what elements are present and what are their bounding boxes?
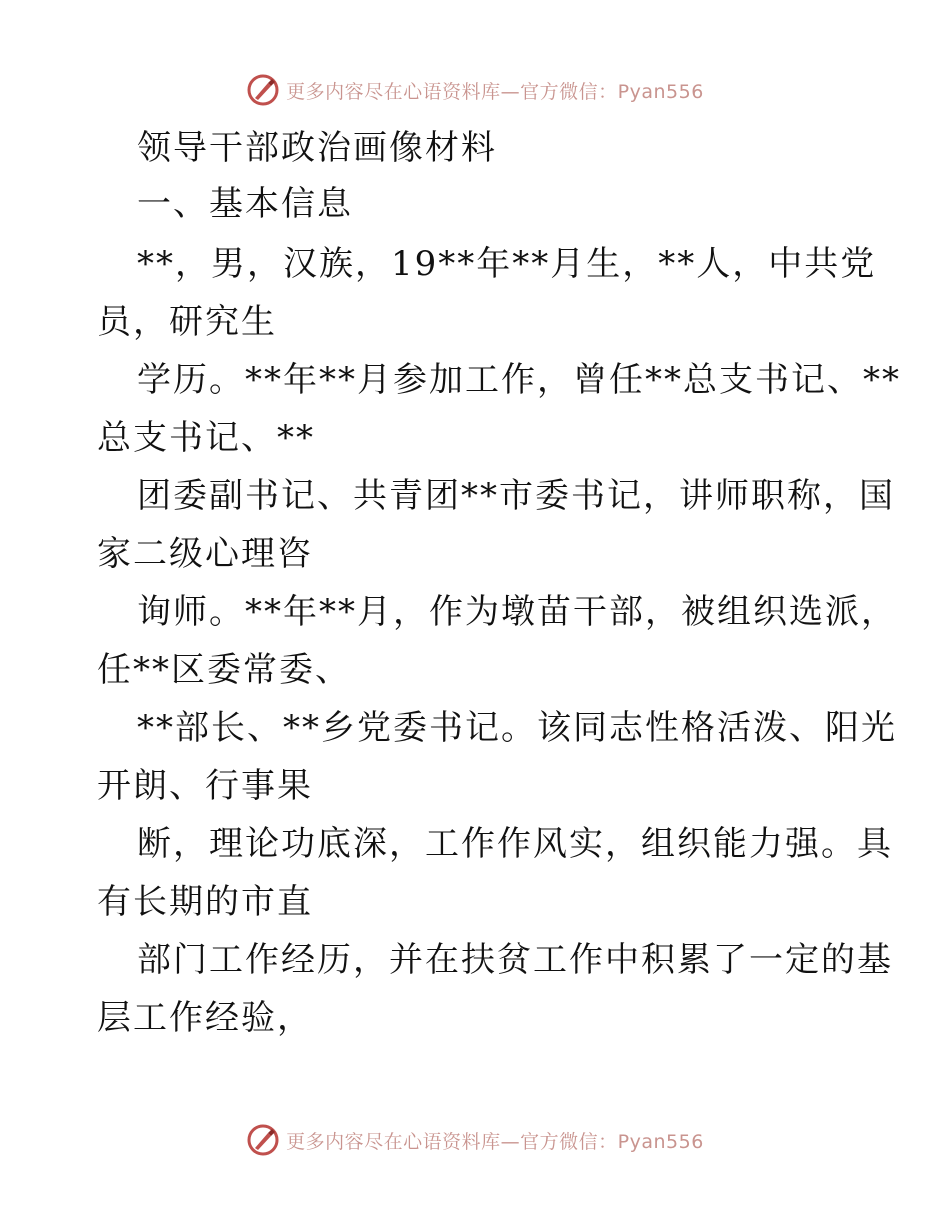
paragraph-line: 员，研究生: [97, 302, 277, 342]
header-banner-text: 更多内容尽在心语资料库—官方微信：Pyan556: [286, 80, 704, 103]
paragraph-line: 总支书记、**: [97, 418, 315, 458]
paragraph-line: 询师。**年**月，作为墩苗干部，被组织选派，: [137, 592, 897, 632]
paragraph-line: 家二级心理咨: [97, 534, 313, 574]
pen-logo-icon: [246, 73, 280, 107]
paragraph-line: **，男，汉族，19**年**月生，**人，中共党: [137, 244, 877, 284]
footer-banner-text: 更多内容尽在心语资料库—官方微信：Pyan556: [286, 1130, 704, 1153]
paragraph-line: 断，理论功底深，工作作风实，组织能力强。具: [137, 824, 893, 864]
section-heading: 一、基本信息: [137, 184, 353, 224]
paragraph-line: 层工作经验，: [97, 998, 313, 1038]
paragraph-line: **部长、**乡党委书记。该同志性格活泼、阳光: [137, 708, 897, 748]
header-banner: [0, 70, 950, 110]
paragraph-line: 任**区委常委、: [97, 650, 351, 690]
footer-banner: [0, 1120, 950, 1160]
paragraph-line: 有长期的市直: [97, 882, 313, 922]
paragraph-line: 开朗、行事果: [97, 766, 313, 806]
pen-logo-icon: [246, 1123, 280, 1157]
paragraph-line: 团委副书记、共青团**市委书记，讲师职称，国: [137, 476, 895, 516]
paragraph-line: 学历。**年**月参加工作，曾任**总支书记、**: [137, 360, 901, 400]
document-title: 领导干部政治画像材料: [137, 128, 497, 168]
paragraph-line: 部门工作经历，并在扶贫工作中积累了一定的基: [137, 940, 893, 980]
